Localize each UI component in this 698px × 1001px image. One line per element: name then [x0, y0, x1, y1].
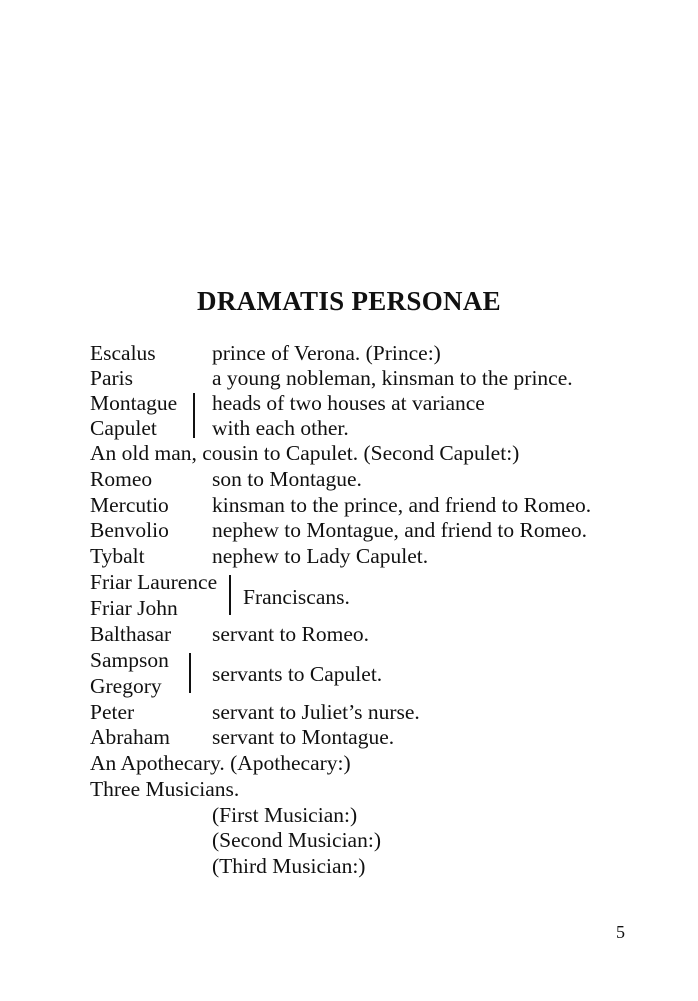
- character-line: Three Musicians.: [90, 777, 240, 801]
- character-line: An old man, cousin to Capulet. (Second Capulet:): [90, 441, 520, 465]
- character-description: (Third Musician:): [212, 854, 366, 878]
- character-name: Romeo: [90, 467, 153, 491]
- character-description: servants to Capulet.: [212, 662, 383, 686]
- group-bracket: [189, 653, 191, 693]
- character-name: Capulet: [90, 416, 157, 440]
- character-name: Mercutio: [90, 493, 169, 517]
- character-description: kinsman to the prince, and friend to Romeo.: [212, 493, 592, 517]
- character-name: Paris: [90, 366, 133, 390]
- character-description: a young nobleman, kinsman to the prince.: [212, 366, 573, 390]
- character-name: Friar Laurence: [90, 570, 218, 594]
- character-line: An Apothecary. (Apothecary:): [90, 751, 351, 775]
- character-name: Peter: [90, 700, 135, 724]
- character-description: son to Montague.: [212, 467, 362, 491]
- character-description: servant to Romeo.: [212, 622, 370, 646]
- character-name: Tybalt: [90, 544, 145, 568]
- character-description: nephew to Lady Capulet.: [212, 544, 429, 568]
- character-description: heads of two houses at variance: [212, 391, 485, 415]
- character-name: Balthasar: [90, 622, 172, 646]
- character-name: Benvolio: [90, 518, 169, 542]
- character-name: Gregory: [90, 674, 162, 698]
- group-bracket: [193, 393, 195, 438]
- character-description: with each other.: [212, 416, 349, 440]
- group-bracket: [229, 575, 231, 615]
- page-number: 5: [616, 922, 625, 942]
- character-name: Sampson: [90, 648, 169, 672]
- character-description: servant to Montague.: [212, 725, 395, 749]
- character-description: nephew to Montague, and friend to Romeo.: [212, 518, 587, 542]
- character-name: Friar John: [90, 596, 178, 620]
- character-name: Escalus: [90, 341, 156, 365]
- character-name: Montague: [90, 391, 178, 415]
- character-name: Abraham: [90, 725, 170, 749]
- character-description: (Second Musician:): [212, 828, 381, 852]
- character-description: servant to Juliet’s nurse.: [212, 700, 420, 724]
- page-title: DRAMATIS PERSONAE: [197, 286, 501, 316]
- character-description: (First Musician:): [212, 803, 358, 827]
- character-description: prince of Verona. (Prince:): [212, 341, 441, 365]
- character-description: Franciscans.: [243, 585, 350, 609]
